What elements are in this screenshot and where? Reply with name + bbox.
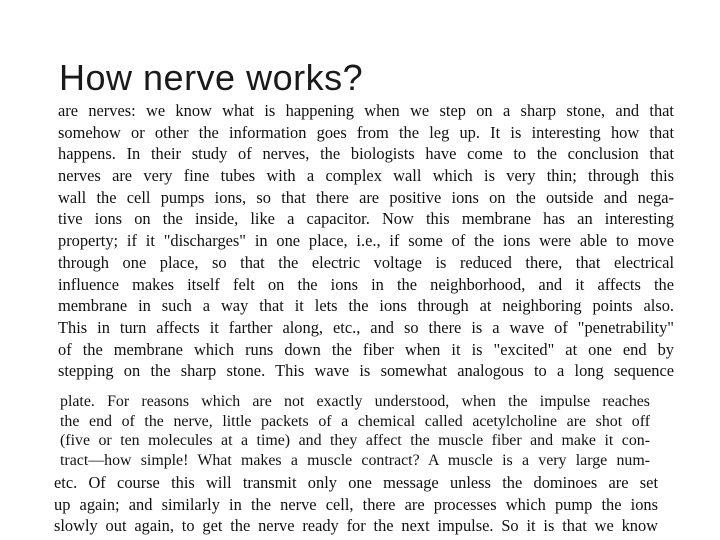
text-block-dominoes (54, 472, 658, 537)
text-line: tract—how simple! What makes a muscle contract? A muscle is a very large num- (60, 452, 650, 470)
text-line: up again; and similarly in the nerve cell, there are processes which pump the ions (54, 494, 658, 514)
text-block-muscle (60, 392, 650, 471)
text-line: membrane in such a way that it lets the ions through at neighboring points also. (58, 296, 674, 316)
text-line: (five or ten molecules at a time) and they affect the muscle fiber and make it con- (60, 432, 650, 450)
text-line: nerves are very fine tubes with a complex wall which is very thin; through this (58, 166, 674, 186)
slide-title: How nerve works? (59, 57, 364, 98)
text-line: are nerves: we know what is happening when we step on a sharp stone, and that (58, 101, 674, 120)
text-line: through one place, so that the electric voltage is reduced there, that electrical (58, 252, 674, 272)
text-block-nerve-impulse (58, 100, 674, 382)
text-line: This in turn affects it farther along, etc., and so there is a wave of "penetrability" (58, 317, 674, 337)
text-line: etc. Of course this will transmit only one message unless the dominoes are set (54, 473, 658, 492)
text-line: slowly out again, to get the nerve ready for the next impulse. So it is that we know (54, 516, 658, 535)
text-line: wall the cell pumps ions, so that there are positive ions on the outside and nega- (58, 187, 674, 207)
text-line: plate. For reasons which are not exactly understood, when the impulse reaches (60, 393, 650, 410)
text-line: property; if it "discharges" in one place, i.e., if some of the ions were able to move (58, 231, 674, 251)
text-line: the end of the nerve, little packets of a chemical called acetylcholine are shot off (60, 412, 650, 430)
text-line: tive ions on the inside, like a capacitor. Now this membrane has an interesting (58, 209, 674, 229)
text-line: influence makes itself felt on the ions in the neighborhood, and it affects the (58, 274, 674, 294)
text-line: of the membrane which runs down the fiber when it is "excited" at one end by (58, 339, 674, 359)
text-line: somehow or other the information goes from the leg up. It is interesting how that (58, 122, 674, 142)
text-line: happens. In their study of nerves, the biologists have come to the conclusion that (58, 144, 674, 164)
text-line: stepping on the sharp stone. This wave is somewhat analogous to a long sequence (58, 361, 674, 381)
